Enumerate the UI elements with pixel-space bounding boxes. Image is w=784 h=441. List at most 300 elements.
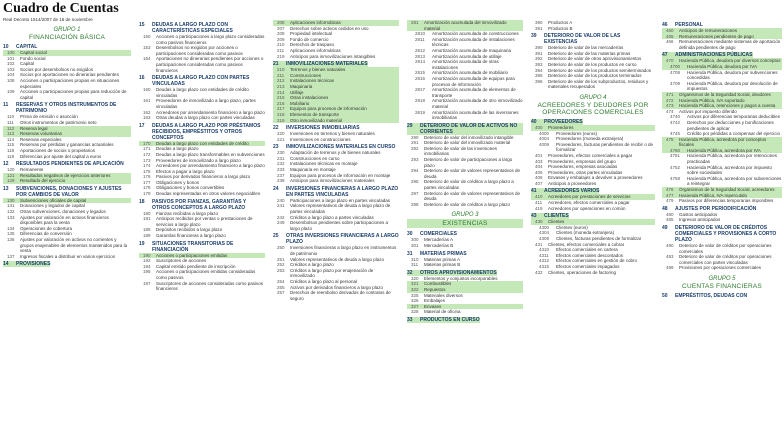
account-label: DETERIORO DE VALOR DE LAS EXISTENCIAS [544, 33, 621, 46]
account-label: Deterioro de valor de créditos a largo plazo a partes vinculadas [424, 179, 514, 191]
account-label: PERSONAL [675, 22, 703, 28]
account-label: Socios por desembolsos no exigidos [20, 66, 94, 72]
account-heading [139, 241, 265, 253]
account-number: 326 [411, 298, 419, 304]
account-label: Envases [424, 304, 523, 310]
column-blocks [662, 22, 782, 299]
account-heading [662, 225, 782, 243]
account-row [407, 243, 523, 249]
account-number: 4310 [539, 247, 550, 253]
account-number: 14 [3, 261, 16, 267]
account-label: Remuneraciones pendientes de pago [679, 34, 782, 40]
account-number: 173 [143, 157, 151, 163]
account-label: PROVEEDORES [544, 118, 583, 125]
account-number: 4000 [539, 130, 550, 136]
account-number: 115 [7, 142, 15, 148]
account-label: Capital social [20, 50, 131, 56]
account-row [3, 215, 131, 226]
account-number: 2814 [415, 59, 426, 65]
account-label: PASIVOS POR FIANZAS, GARANTÍAS Y OTROS CONCEPTOS A LARGO PLAZO [152, 198, 247, 211]
account-number: 171 [143, 146, 151, 152]
account-label: Acciones o participaciones emitidas [156, 253, 265, 259]
account-label: Acciones o participaciones a largo plazo consideradas como pasivos financieros [156, 34, 265, 45]
account-label: Pasivos por derivados financieros a largo plazo [156, 174, 251, 180]
account-number: 485 [666, 217, 674, 223]
account-label: Reserva legal [20, 126, 131, 132]
column-1 [3, 0, 131, 267]
account-label: AJUSTES POR PERIODIFICACIÓN [675, 205, 757, 212]
account-label: Deterioro de valor de las inversiones inmobiliarias [424, 145, 498, 157]
account-label: Elementos y conjuntos incorporables [424, 275, 498, 281]
account-number: 392 [535, 56, 543, 62]
account-number: 281 [407, 20, 424, 31]
account-row [531, 181, 655, 187]
account-label: Acreedores por arrendamiento financiero a largo plazo [156, 163, 265, 169]
account-row [3, 237, 131, 254]
account-number: 476 [662, 187, 679, 193]
account-label: DEUDAS A LARGO PLAZO CON PARTES VINCULADAS [152, 75, 250, 88]
account-row [407, 59, 523, 70]
account-label: Productos A [548, 20, 573, 25]
account-label: Desembolsos no exigidos por acciones o participaciones consideradas como pasivos [156, 45, 243, 56]
account-label: Ingresos fiscales a distribuir en varios ejercicios [20, 253, 116, 259]
account-number: 211 [277, 47, 285, 53]
account-label: Reservas especiales [20, 136, 62, 142]
account-row [407, 191, 523, 202]
account-number: 470 [662, 58, 679, 64]
account-number: 103 [7, 66, 15, 72]
account-label: Elementos de transporte [290, 112, 399, 118]
account-label: Productos B [548, 25, 573, 31]
account-label: Valores representativos de deuda a largo plazo [290, 256, 384, 262]
account-label: Mercaderías A [424, 237, 454, 243]
account-number: 291 [411, 140, 419, 146]
account-number: 230 [277, 150, 285, 156]
account-row [662, 137, 782, 148]
account-number: 242 [277, 214, 285, 220]
account-label: Amortización acumulada de las inversiones inmobiliarias [432, 109, 519, 121]
account-heading [139, 123, 265, 141]
account-label: Suscriptores de acciones [156, 258, 207, 264]
account-number: 133 [7, 214, 15, 220]
account-number: 18 [139, 198, 145, 205]
account-label: Clientes (euros) [556, 224, 588, 230]
account-row [139, 115, 265, 121]
account-number: 255 [277, 284, 285, 290]
account-number: 2810 [415, 31, 426, 37]
account-number: 100 [3, 50, 20, 56]
account-label: Organismos de la Seguridad Social, deudores [679, 92, 782, 98]
account-label: Proveedores, otras partes vinculadas [548, 169, 623, 175]
account-label: Hacienda Pública, deudora por IVA [687, 64, 782, 70]
account-number: 2811 [415, 36, 425, 42]
account-label: Amortización acumulada de equipos para procesos de información [432, 75, 515, 87]
account-row [139, 45, 265, 56]
account-row [407, 146, 523, 157]
account-label: Efectos comerciales descontados [556, 252, 624, 258]
account-label: Amortización acumulada de otras instalaciones [432, 59, 499, 70]
account-row [3, 154, 131, 160]
account-label: Deudas a largo plazo con entidades de crédito [156, 141, 265, 147]
account-label: Hacienda Pública, IVA soportado [679, 98, 782, 104]
account-row [139, 98, 265, 109]
account-heading [139, 75, 265, 87]
account-row [662, 265, 782, 271]
group-number: GRUPO 1 [53, 27, 81, 33]
account-label: Ajustes por valoración en activos no corrientes y grupos enajenables de elementos mantenidos para la venta [20, 237, 128, 254]
column-5 [531, 20, 655, 275]
account-label: Deterioro de valor del inmovilizado material [424, 140, 511, 146]
account-number: 257 [277, 290, 285, 296]
account-label: Resultados negativos de ejercicios anteriores [20, 173, 131, 179]
column-blocks [273, 20, 399, 301]
account-row [662, 39, 782, 50]
account-number: 218 [273, 112, 290, 118]
account-number: 4752 [670, 164, 681, 170]
account-label: Repuestos [424, 287, 523, 293]
account-label: Créditos a largo plazo por enajenación de inmovilizado [290, 267, 374, 279]
account-number: 396 [535, 78, 543, 84]
account-label: Acreedores, efectos comerciales a pagar [548, 200, 630, 206]
account-row [407, 76, 523, 87]
account-number: 113 [3, 131, 20, 137]
account-number: 4745 [670, 131, 681, 137]
account-label: Gastos anticipados [679, 211, 718, 217]
account-label: Donaciones y legados de capital [20, 203, 85, 209]
account-label: Proveedores, empresas asociadas [548, 164, 618, 170]
account-label: MATERIAS PRIMAS [420, 250, 467, 257]
account-row [531, 79, 655, 90]
account-number: 410 [531, 194, 548, 200]
account-label: Derechos por deducciones y bonificaciones pendientes de aplicar [687, 119, 774, 131]
account-row [407, 168, 523, 179]
account-row [662, 176, 782, 187]
account-label: RESERVAS Y OTROS INSTRUMENTOS DE PATRIMONIO [16, 102, 117, 115]
account-label: Utillaje [290, 90, 399, 96]
account-number: 16 [139, 75, 145, 82]
account-label: SUBVENCIONES, DONACIONES Y AJUSTES POR CAMBIOS DE VALOR [16, 185, 122, 198]
account-number: 195 [143, 269, 151, 275]
account-label: DEUDAS A LARGO PLAZO CON CARACTERÍSTICAS ESPECIALES [152, 22, 233, 34]
account-row [407, 20, 523, 31]
account-number: 132 [7, 209, 15, 215]
account-label: Amortización acumulada de elementos de transporte [432, 87, 516, 98]
account-number: 120 [7, 167, 15, 173]
account-heading [531, 33, 655, 45]
account-number: 294 [411, 168, 419, 174]
account-number: 460 [662, 28, 679, 34]
account-number: 311 [411, 262, 419, 268]
account-label: Derechos de traspaso [290, 42, 335, 48]
account-number: 432 [535, 269, 543, 275]
account-label: Suscriptores de acciones consideradas como pasivos financieros [156, 280, 264, 292]
account-number: 290 [411, 134, 419, 140]
account-number: 2819 [415, 109, 426, 115]
account-number: 403 [535, 158, 543, 164]
account-label: Derechos de reembolso derivados de contratos de seguro [290, 290, 391, 301]
group-title: CUENTAS FINANCIERAS [682, 282, 762, 290]
account-number: 19 [139, 240, 145, 247]
account-label: Ingresos anticipados [679, 217, 721, 223]
account-label: Proveedores, empresas del grupo [548, 158, 616, 164]
account-number: 17 [139, 122, 145, 129]
account-label: Equipos para procesos de información en montaje [290, 172, 391, 178]
account-number: 471 [662, 92, 679, 98]
page-title: Cuadro de Cuentas [3, 1, 119, 16]
account-number: 479 [666, 198, 674, 204]
account-label: Otras subvenciones, donaciones y legados [20, 209, 106, 215]
account-label: INMOVILIZACIONES MATERIALES EN CURSO [286, 144, 396, 151]
account-number: 118 [7, 147, 15, 153]
account-number: 4311 [539, 252, 549, 258]
account-number: 49 [662, 225, 668, 231]
account-row [139, 56, 265, 73]
account-number: 161 [143, 98, 151, 104]
account-number: 473 [662, 103, 679, 109]
group-number: GRUPO 4 [579, 94, 607, 101]
account-label: Obligaciones y bonos convertibles [156, 185, 225, 191]
group-header [407, 212, 523, 228]
account-number: 40 [531, 119, 544, 125]
account-label: Inversiones en construcciones [290, 136, 351, 142]
account-label: Embalajes [424, 298, 446, 304]
account-number: 194 [143, 263, 151, 269]
account-label: Hacienda Pública, acreedora por retenciones practicadas [687, 153, 778, 165]
account-number: 214 [273, 90, 290, 96]
account-row [662, 153, 782, 164]
account-number: 465 [662, 34, 679, 40]
account-label: Hacienda Pública, deudora por diversos conceptos [679, 58, 781, 64]
account-heading [3, 102, 131, 114]
account-number: 407 [535, 180, 543, 186]
column-3 [273, 20, 399, 301]
account-number: 209 [277, 36, 285, 42]
account-label: Fondo social [20, 55, 46, 61]
account-label: Deterioro de valor de créditos por operaciones comerciales [679, 243, 772, 254]
account-label: Fondo de comercio [290, 36, 329, 42]
account-label: Deterioro de valor de los subproductos, residuos y materiales recuperados [548, 78, 649, 90]
account-number: 189 [143, 233, 151, 239]
account-number: 237 [277, 172, 285, 178]
group-header [3, 27, 131, 41]
account-number: 207 [277, 25, 285, 31]
group-title: EXISTENCIAS [407, 219, 523, 228]
account-number: 211 [273, 73, 290, 79]
account-number: 121 [3, 173, 20, 179]
account-number: 154 [143, 56, 151, 62]
account-label: Créditos a largo plazo [290, 262, 334, 268]
account-label: Hacienda Pública, acreedora por conceptos fiscales [679, 137, 782, 148]
account-number: 136 [7, 237, 15, 243]
account-label: Acciones o participaciones propias en situaciones especiales [20, 77, 120, 89]
account-label: Deterioro de valor de las mercaderías [548, 45, 624, 51]
account-label: Instalaciones técnicas [290, 78, 399, 84]
account-number: 119 [7, 153, 15, 159]
account-label: CAPITAL [16, 44, 38, 50]
account-label: Hacienda Pública, retenciones y pagos a cuenta [679, 103, 782, 109]
account-label: Deterioro de valor de otros aprovisionamientos [548, 56, 642, 62]
account-number: 48 [662, 205, 668, 212]
account-heading [3, 261, 131, 267]
account-row [662, 120, 782, 131]
account-number: 390 [535, 20, 543, 25]
account-number: 4300 [539, 224, 550, 230]
account-row [3, 78, 131, 89]
account-label: Efectos comerciales en gestión de cobro [556, 258, 638, 264]
group-header [531, 95, 655, 116]
account-label: Remuneraciones mediante sistemas de aportación definida pendientes de pago [679, 39, 781, 50]
account-label: Capital [20, 61, 35, 67]
account-label: Activos por diferencias temporarias deducibles [687, 114, 781, 120]
account-number: 2818 [415, 98, 426, 104]
account-label: Construcciones en curso [290, 155, 340, 161]
account-number: 325 [411, 292, 419, 298]
account-row [273, 220, 399, 231]
page-subtitle: Real Decreto 1514/2007 de 16 de noviembre [3, 17, 93, 22]
account-label: Activos por impuesto diferido [679, 108, 737, 114]
account-number: 4004 [539, 136, 550, 142]
account-number: 197 [143, 280, 151, 286]
account-number: 219 [273, 118, 290, 124]
account-label: Anticipos de remuneraciones [679, 28, 782, 34]
account-row [139, 34, 265, 45]
account-label: Pasivos por diferencias temporarias imponibles [679, 198, 774, 204]
account-number: 406 [535, 175, 543, 181]
column-4 [407, 20, 523, 323]
account-number: 213 [273, 84, 290, 90]
account-label: Materiales diversos [424, 292, 463, 298]
account-row [3, 178, 131, 184]
account-label: Acreedores por prestaciones de servicios [548, 194, 655, 200]
account-row [407, 157, 523, 168]
account-label: Anticipos a proveedores [548, 180, 597, 186]
account-label: Proveedores de inmovilizado a largo plazo [156, 157, 241, 163]
account-number: 310 [411, 256, 419, 262]
account-number: 163 [143, 115, 151, 121]
account-row [273, 178, 399, 184]
group-number: GRUPO 5 [708, 275, 736, 282]
account-label: DETERIORO DE VALOR DE CRÉDITOS COMERCIALES Y PROVISIONES A CORTO PLAZO [675, 225, 777, 243]
account-number: 390 [535, 45, 543, 51]
account-number: 215 [273, 95, 290, 101]
account-number: 39 [531, 33, 537, 40]
account-label: Socios por aportaciones no dinerarias pendientes [20, 72, 119, 78]
account-label: Clientes [548, 219, 655, 225]
account-label: Amortización acumulada de construcciones [432, 31, 519, 37]
account-number: 4742 [670, 119, 681, 125]
account-label: Acciones o participaciones propias para reducción de capital [20, 89, 127, 100]
account-label: COMERCIALES [420, 231, 457, 238]
account-number: 252 [277, 262, 285, 268]
account-number: 135 [7, 231, 15, 237]
account-number: 2813 [415, 53, 426, 59]
account-row [531, 270, 655, 276]
account-label: Aportaciones no dinerarias pendientes por acciones o participaciones consideradas como pasivos financieros [156, 56, 264, 73]
account-number: 177 [143, 179, 151, 185]
account-label: Combustibles [424, 281, 523, 287]
account-number: 411 [535, 200, 543, 206]
account-row [139, 269, 265, 280]
account-row [273, 137, 399, 143]
account-label: Valores representativos de deuda a largo plazo de partes vinculadas [290, 203, 391, 215]
account-number: 12 [3, 161, 9, 168]
account-row [662, 243, 782, 254]
account-label: OTROS APROVISIONAMIENTOS [420, 269, 497, 276]
account-row [273, 118, 399, 124]
account-number: 2815 [415, 70, 426, 76]
column-6 [662, 20, 782, 299]
group-header [662, 276, 782, 290]
account-label: Amortización acumulada de maquinaria [432, 47, 512, 53]
account-number: 33 [407, 317, 420, 323]
account-label: Amortización acumulada del inmovilizado material [424, 20, 523, 31]
account-label: Reservas voluntarias [20, 131, 131, 137]
column-2 [139, 20, 265, 292]
account-label: Activos por derivados financieros a largo plazo [290, 284, 384, 290]
account-label: INMOVILIZACIONES MATERIALES [286, 61, 368, 68]
group-number: GRUPO 3 [451, 212, 479, 219]
account-label: Aplicaciones informáticas [290, 20, 399, 26]
account-number: 10 [3, 44, 9, 50]
account-row [407, 87, 523, 98]
account-label: Anticipos recibidos por ventas o prestaciones de servicios a largo plazo [156, 216, 253, 227]
account-label: Hacienda Pública, acreedora por subvenciones a reintegrar [687, 175, 782, 187]
account-label: Amortización acumulada de otro inmovilizado material [432, 98, 523, 109]
account-label: Hacienda Pública, deudora por subvenciones concedidas [687, 69, 778, 81]
account-number: 321 [407, 281, 424, 287]
account-label: Deudas a largo plazo con entidades de crédito vinculadas [156, 87, 249, 98]
account-number: 185 [143, 227, 151, 233]
account-label: Efectos a pagar a largo plazo [156, 168, 215, 174]
account-label: Prima de emisión o asunción [20, 114, 78, 120]
account-label: Aportaciones de socios o propietarios [20, 147, 96, 153]
account-number: 181 [143, 216, 151, 222]
account-number: 210 [277, 42, 285, 48]
account-label: Acreedores por operaciones en común [548, 205, 626, 211]
account-label: Obligaciones y bonos [156, 179, 200, 185]
account-number: 2816 [415, 75, 426, 81]
account-label: Clientes, operaciones de factoring [548, 269, 617, 275]
account-label: Adaptación de terrenos y de bienes naturales [290, 150, 381, 156]
account-label: Aplicaciones informáticas [290, 47, 341, 53]
account-number: 241 [277, 203, 285, 209]
account-label: Amortización acumulada de mobiliario [432, 70, 509, 76]
account-number: 212 [273, 78, 290, 84]
account-label: Deterioro de valor de los productos terminados [548, 73, 642, 79]
account-number: 391 [535, 25, 543, 31]
account-label: Instalaciones técnicas en montaje [290, 161, 358, 167]
account-number: 30 [407, 231, 413, 238]
account-label: Construcciones [290, 73, 399, 79]
account-label: Deudas a largo plazo [156, 146, 199, 152]
account-row [662, 254, 782, 265]
account-label: PROVISIONES [16, 261, 51, 268]
account-number: 232 [277, 161, 285, 167]
account-label: Maquinaria [290, 84, 399, 90]
account-number: 4009 [539, 141, 550, 147]
account-number: 466 [666, 39, 674, 45]
account-number: 46 [662, 22, 668, 28]
account-label: Deudas representadas en otros valores negociables [156, 191, 261, 197]
account-label: Diferencias de conversión [20, 231, 72, 237]
account-label: Resultado del ejercicio [20, 178, 131, 184]
account-row [273, 290, 399, 301]
account-row [139, 216, 265, 227]
account-number: 43 [531, 213, 544, 219]
account-label: RESULTADOS PENDIENTES DE APLICACIÓN [16, 161, 124, 168]
account-row [662, 165, 782, 176]
account-number: 249 [277, 220, 285, 226]
